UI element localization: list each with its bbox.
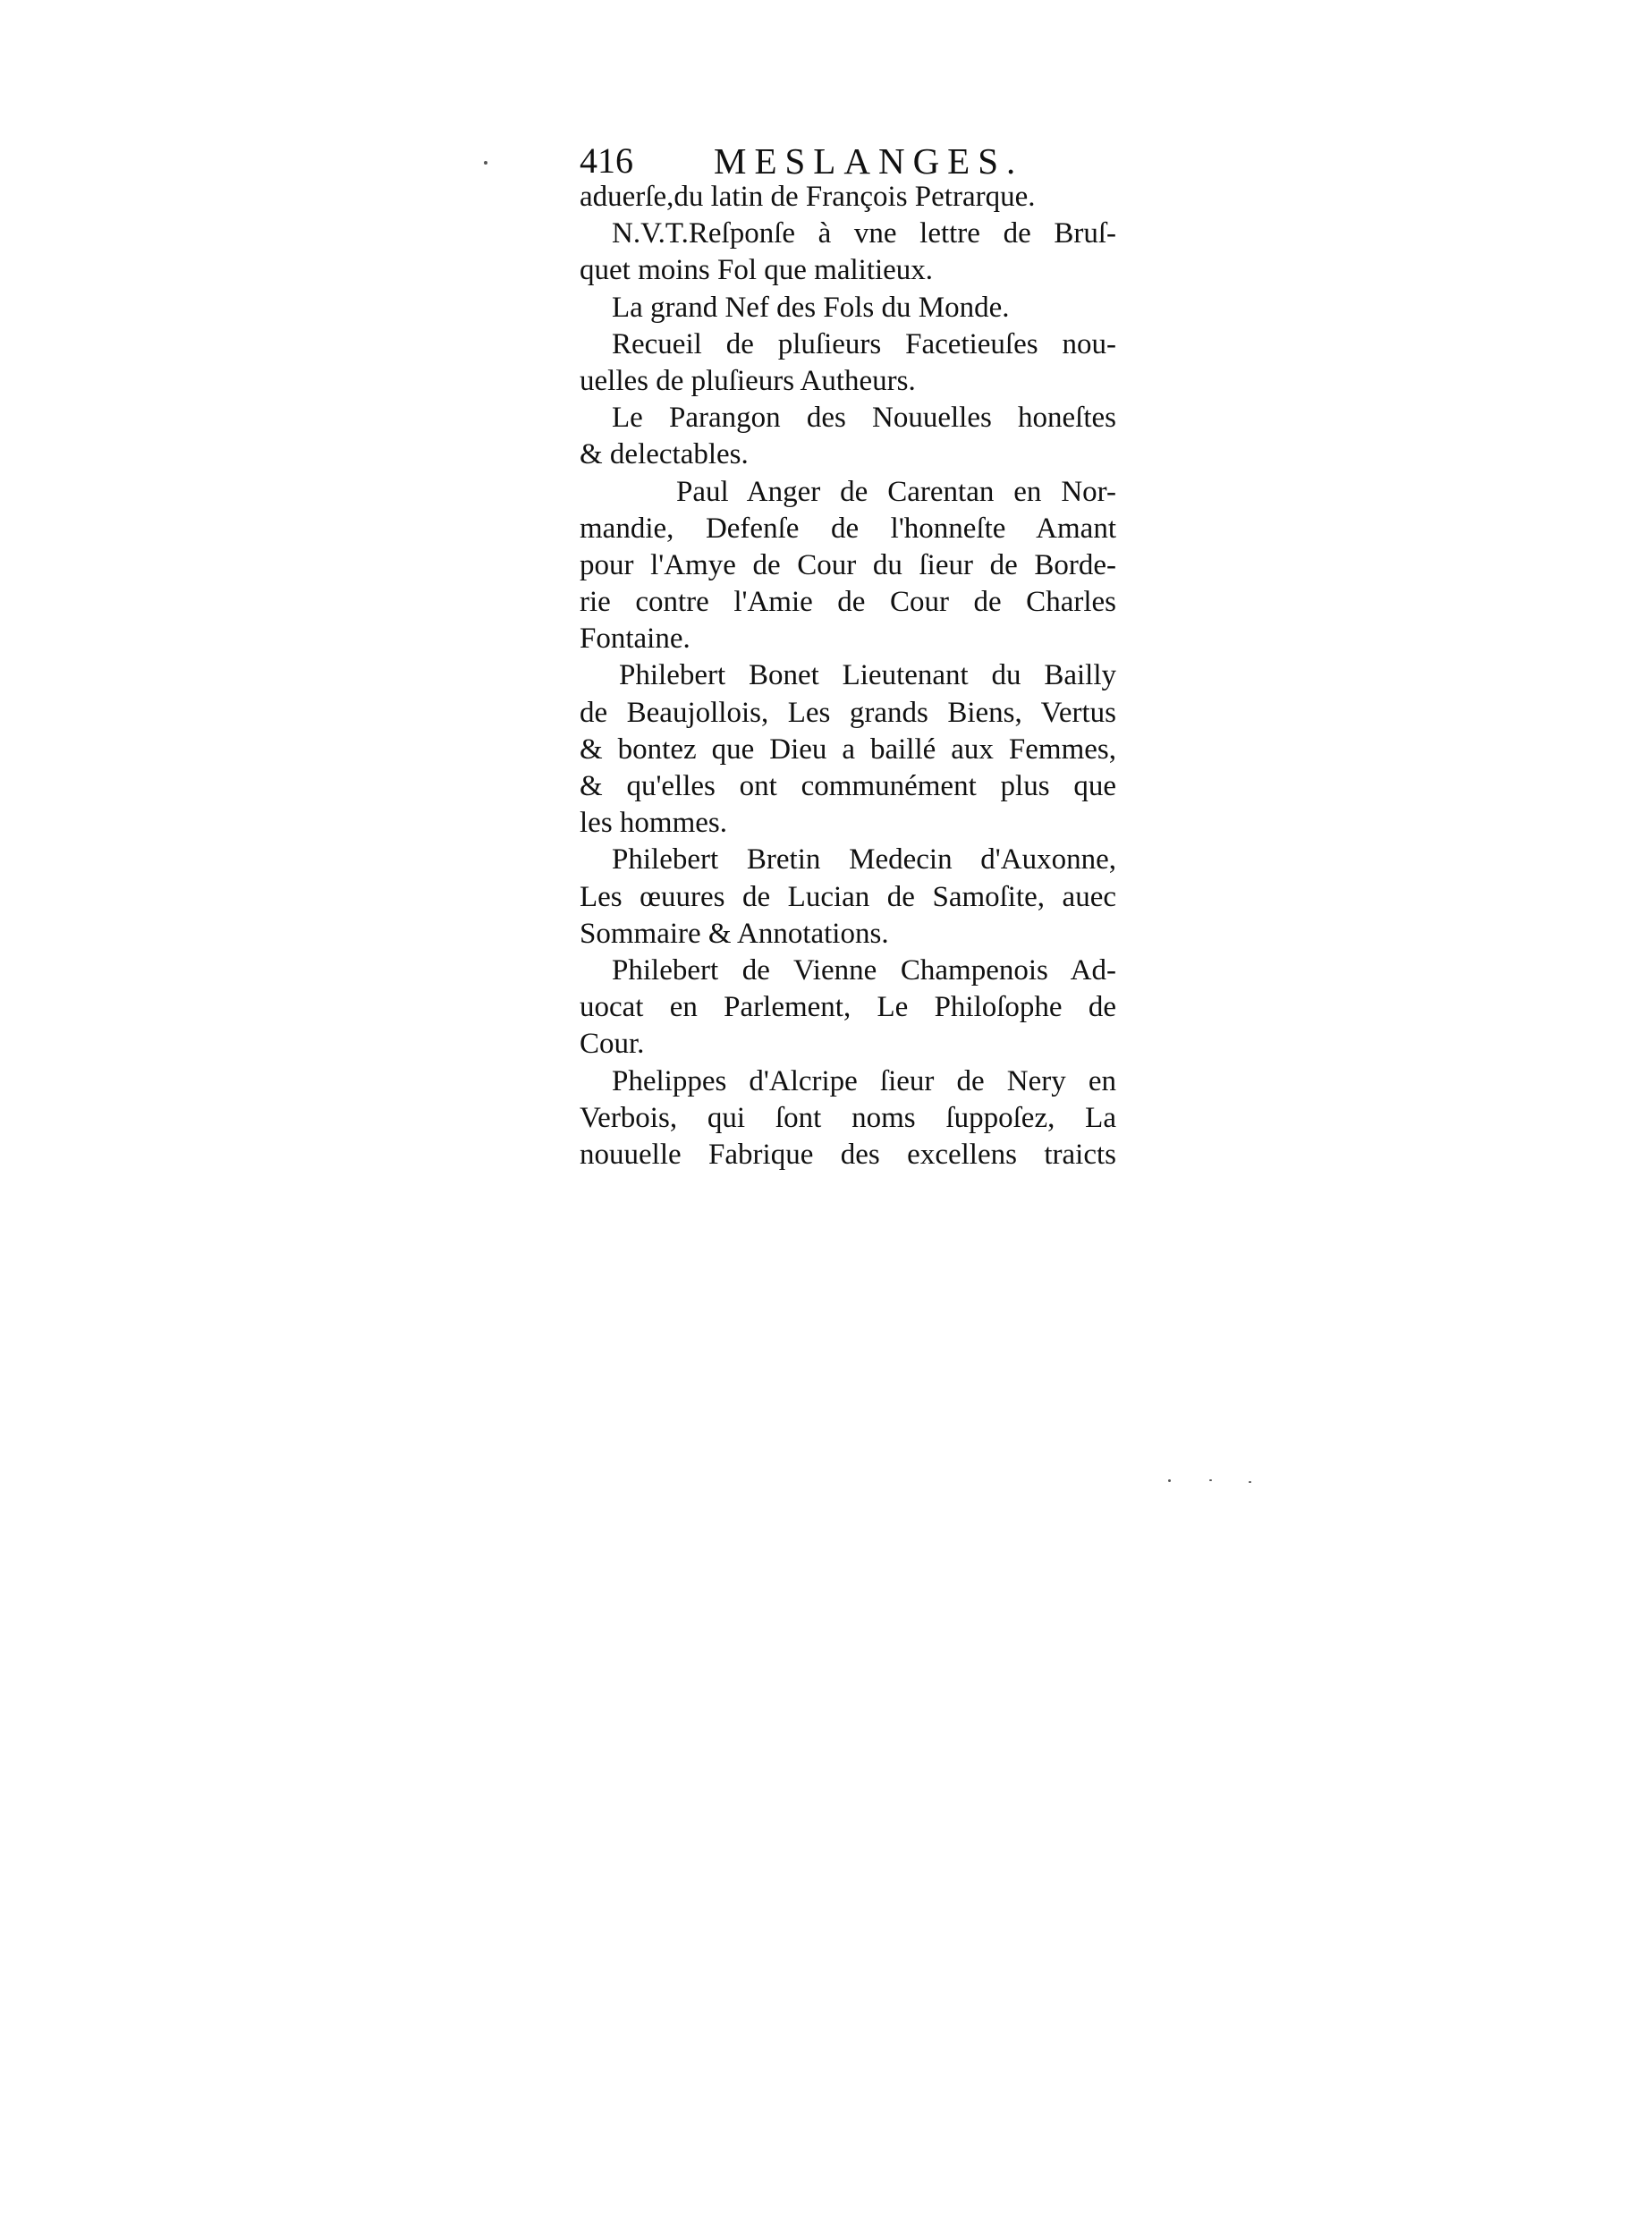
text-line: uocat en Parlement, Le Philoſophe de	[580, 991, 1116, 1024]
entry-first-line: Philebert Bretin Medecin d'Auxonne,	[612, 843, 1116, 877]
text-line: pour l'Amye de Cour du ſieur de Borde-	[580, 548, 1116, 581]
running-title: MESLANGES.	[714, 140, 1024, 182]
entry-first-line: Le Parangon des Nouuelles honeſtes	[612, 402, 1116, 435]
text-line: rie contre l'Amie de Cour de Charles	[580, 586, 1116, 619]
entry-first-line: La grand Nef des Fols du Monde.	[612, 291, 1010, 324]
text-line: Verbois, qui ſont noms ſuppoſez, La	[580, 1101, 1116, 1134]
entry-first-line: Philebert Bonet Lieutenant du Bailly	[619, 659, 1116, 692]
text-line: Cour.	[580, 1028, 645, 1061]
text-line: mandie, Defenſe de l'honneſte Amant	[580, 512, 1116, 545]
entry-first-line: Paul Anger de Carentan en Nor-	[676, 475, 1116, 508]
text-line: Les œuures de Lucian de Samoſite, auec	[580, 880, 1116, 913]
body-text	[580, 179, 1116, 1173]
ink-speck	[484, 161, 487, 165]
text-line: de Beaujollois, Les grands Biens, Vertus	[580, 696, 1116, 729]
text-line: les hommes.	[580, 807, 727, 840]
text-line: Fontaine.	[580, 623, 690, 656]
ink-speck	[1249, 1481, 1251, 1483]
entry-first-line: N.V.T.Reſponſe à vne lettre de Bruſ-	[612, 217, 1116, 250]
entry-first-line: Recueil de pluſieurs Facetieuſes nou-	[612, 327, 1116, 360]
text-line: uelles de pluſieurs Autheurs.	[580, 364, 916, 397]
text-line: aduerſe,du latin de François Petrarque.	[580, 181, 1036, 213]
ink-speck	[1168, 1479, 1171, 1482]
text-line: quet moins Fol que malitieux.	[580, 254, 934, 287]
text-line: & qu'elles ont communément plus que	[580, 770, 1116, 802]
text-line: Sommaire & Annotations.	[580, 917, 889, 950]
text-line: nouuelle Fabrique des excellens traicts	[580, 1138, 1116, 1171]
entry-first-line: Philebert de Vienne Champenois Ad-	[612, 953, 1116, 987]
text-line: & bontez que Dieu a baillé aux Femmes,	[580, 733, 1116, 766]
ink-speck	[1209, 1479, 1212, 1481]
entry-first-line: Phelippes d'Alcripe ſieur de Nery en	[612, 1064, 1116, 1097]
text-line: & delectables.	[580, 438, 749, 471]
page-number: 416	[580, 140, 633, 181]
